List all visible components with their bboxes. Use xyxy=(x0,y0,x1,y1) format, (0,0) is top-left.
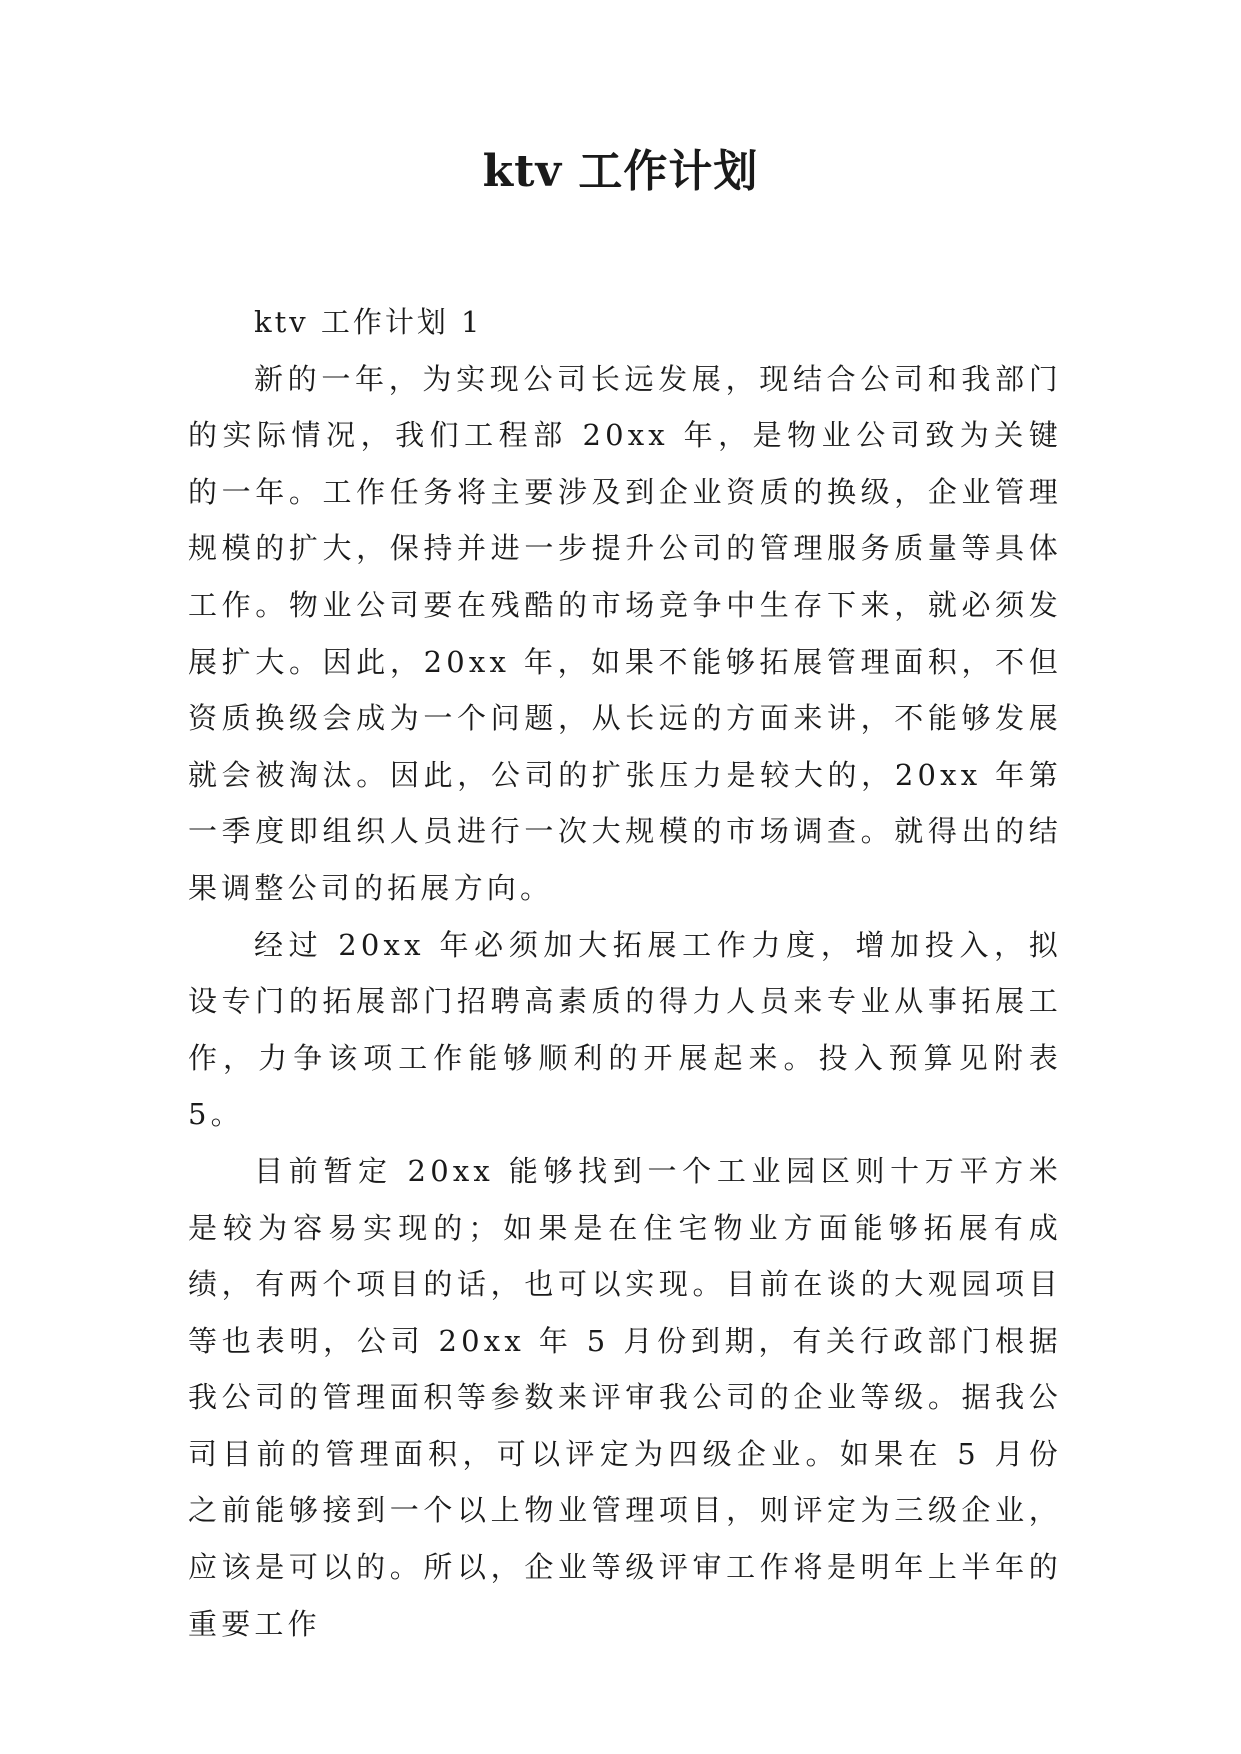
document-title: ktv 工作计划 xyxy=(482,146,759,197)
paragraph: 目前暂定 20xx 能够找到一个工业园区则十万平方米是较为容易实现的；如果是在住宅物业方面能够拓展有成绩，有两个项目的话，也可以实现。目前在谈的大观园项目等也表明，公司 20xx 年 5 月份到期，有关行政部门根据我公司的管理面积等参数来评审我公司的企业等级。据我公司目前的管理面积，可以评定为四级企业。如果在 5 月份之前能够接到一个以上物业管理项目，则评定为三级企业，应该是可以的。所以，企业等级评审工作将是明年上半年的重要工作 xyxy=(188,1153,1062,1641)
paragraph: 经过 20xx 年必须加大拓展工作力度，增加投入，拟设专门的拓展部门招聘高素质的得力人员来专业从事拓展工作，力争该项工作能够顺利的开展起来。投入预算见附表 5。 xyxy=(188,927,1062,1132)
paragraph: 新的一年，为实现公司长远发展，现结合公司和我部门的实际情况，我们工程部 20xx 年，是物业公司致为关键的一年。工作任务将主要涉及到企业资质的换级，企业管理规模的扩大，保持并进一步提升公司的管理服务质量等具体工作。物业公司要在残酷的市场竞争中生存下来，就必须发展扩大。因此，20xx 年，如果不能够拓展管理面积，不但资质换级会成为一个问题，从长远的方面来讲，不能够发展就会被淘汰。因此，公司的扩张压力是较大的，20xx 年第一季度即组织人员进行一次大规模的市场调查。就得出的结果调整公司的拓展方向。 xyxy=(188,361,1062,905)
section-heading: ktv 工作计划 1 xyxy=(254,305,483,339)
document-body xyxy=(188,294,1062,1652)
